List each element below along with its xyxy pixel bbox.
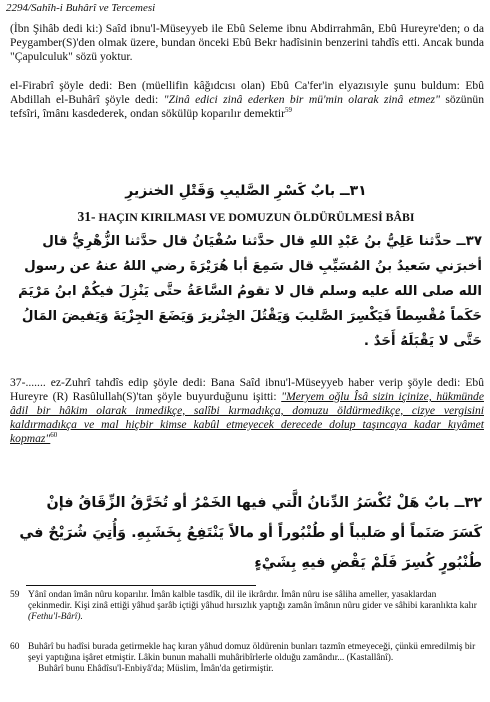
paragraph-ibn-shihab [10,22,484,64]
footnote-59 [10,590,482,624]
paragraph-firabri [10,79,484,121]
footnote-extra: Buhârî bunu Ehâdîsu'l-Enbiyâ'da; Müslim, İmân'da getirmiştir. [38,664,274,675]
chapter-title: HAÇIN KIRILMASI VE DOMUZUN ÖLDÜRÜLMESİ BÂBI [98,210,415,224]
footnote-source: (Fethu'l-Bârî). [28,612,83,623]
footnote-text: Buhârî bu hadîsi burada getirmekle haç kıran yâhud domuz öldürenin bunları tazmîn etmeyeceği, çünkü emredilmiş bir şeyi yaptığına işâret etmiştir. Lâkin bunun mahalli muhâribîrlerle olduğu zamândır... (Kastallânî). [28,642,476,664]
paragraph-text: el-Firabrî şöyle dedi: Ben (müellifin kâğıdcısı olan) Ebû Ca'fer'in elyazısıyle şunu buldum: Ebû Abdillah el-Buhârî şöyle dedi: [10,79,484,106]
arabic-hadith-37: ٣٧ــ حدَّثنا عَلِيُّ بنُ عَبْدِ اللهِ قال حدَّثنا سُفْيَانُ قال حدَّثنا الزُّهْرِيُّ قال أخبرَني سَعيدُ بنُ المُسَيِّبِ قال سَمِعَ أبا هُرَيْرَةَ رضي اللهُ عنهُ عن رسول الله صلى الله عليه وسلم قال لا تقومُ السَّاعَةُ حتَّى يَنْزِلَ فيكُمْ ابنُ مَرْيَمَ حَكَماً مُقْسِطاً فَيَكْسِرَ الصَّليبَ وَيَقْتُلَ الخِنْزيرَ وَيَضَعَ الجِزْيَةَ وَيَفيضَ المَالُ حَتَّى لا يَقْبَلَهُ أَحَدٌ . [18,234,482,349]
prophetic-quote: "Meryem oğlu Îsâ sizin içinize, hükmünde âdil bir hâkim olarak inmedikçe, salîbi kırmadıkça, domuzu öldürmedikçe, cizye vergisini kaldırmadıkça ve mal hiçbir kimse kabûl etmeyecek derecede dolup taşıncaya kadar kıyâmet kopmaz" [10,389,484,445]
footnote-number: 60 [10,642,20,652]
footnote-ref: 60 [50,430,58,439]
quoted-phrase: "Zinâ edici zinâ ederken bir mü'min olarak zinâ etmez" [163,92,440,106]
footnote-60 [10,642,482,676]
footnote-number: 59 [10,590,20,600]
footnote-ref: 59 [284,105,292,114]
chapter-number: 31- [77,209,96,224]
paragraph-text: sözünün tefsîri, îmânı kasdederek, ondan sökülüp koparılır demektir [10,92,484,120]
arabic-chapter-title-31: ٣١ــ بابٌ كَسْرِ الصَّليبِ وَقَتْلِ الخنزيرِ [125,183,367,199]
hadith-translation-37 [10,376,484,446]
paragraph-text: (İbn Şihâb dedi ki:) Saîd ibnu'l-Müseyyeb ile Ebû Seleme ibnu Abdirrahmân, Ebû Hureyre'den; o da Peygamber(S)'den olmak üzere, bundan önceki Ebû Bekr hadîsinin benzerini tahdîs etti. Ancak bunda "Çapulculuk" sözü yoktur. [10,22,484,63]
running-header: 2294/Sahîh-i Buhârî ve Tercemesi [6,2,156,14]
chapter-heading-31 [10,209,482,225]
translation-text: 37-....... ez-Zuhrî tahdîs edip şöyle dedi: Bana Saîd ibnu'l-Müseyyeb haber verip şöyle dedi: Ebû Hureyre (R) Rasûlullah(S)'tan şöyle buyurduğunu işitti: [10,376,484,403]
footnote-text: Yânî ondan îmân nûru koparılır. İmân kalble tasdîk, dil ile ikrârdır. İmân nûru ise sâliha ameller, yasaklardan çekinmedir. Kişi zinâ ettiği yâhud şarâb içtiği yâhud hırsızlık yaptığı zamân îmânın nûru gider ve sâhibi karanlıkta kalır [28,590,477,612]
arabic-chapter-title-32: ٣٢ــ بابٌ هَلْ تُكْسَرُ الدِّنانُ الَّتي فيها الخَمْرُ أو تُخَرَّقُ الزِّقَاقُ فإنْ كَسَرَ صَنَماً أو صَليباً أو طُنْبُوراً أو مالاً يَنْتَفِعُ بِخَشَبِهِ. وَأُتِيَ شُرَيْحٌ في طُنْبُورٍ كُسِرَ فَلَمْ يَقْضِ فيهِ بِشَيْءٍ [19,495,482,571]
footnote-divider [26,585,256,586]
